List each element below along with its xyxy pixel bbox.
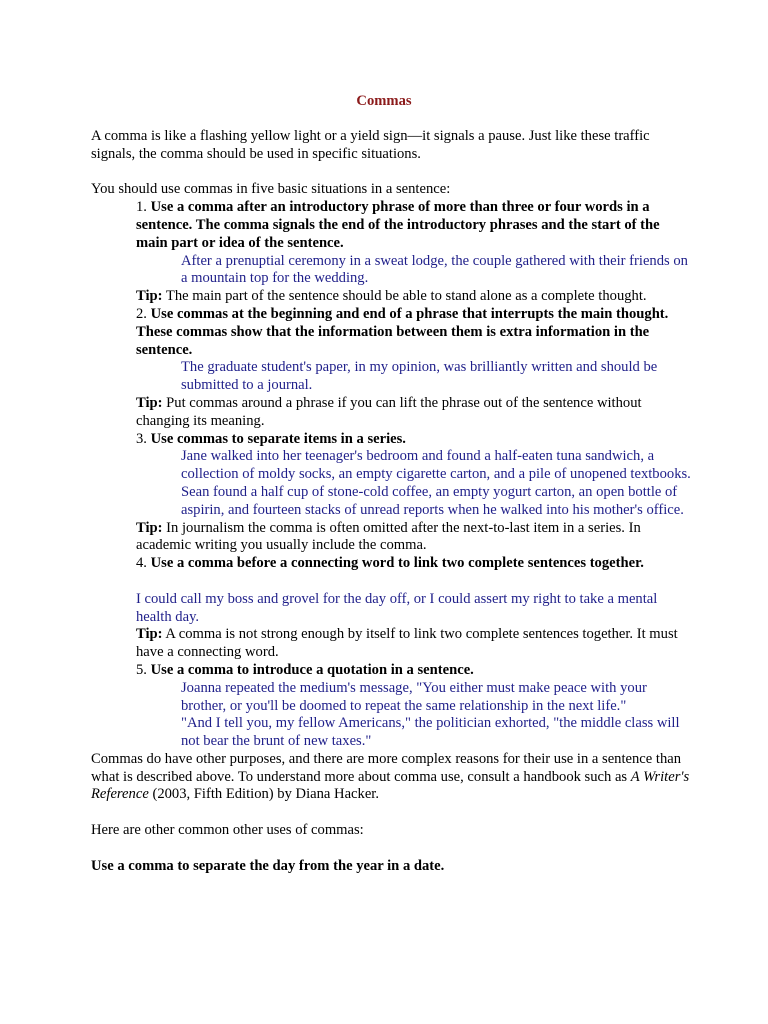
document-body [91,128,691,875]
closing-paragraph [91,751,691,804]
rule-4 [136,555,691,573]
rule-4-text: Use a comma before a connecting word to link two complete sentences together. [150,555,644,572]
rule-5-number: 5. [136,661,147,678]
rule-4-tip [136,626,691,662]
rule-2-tip [136,395,691,431]
rule-1-example: After a prenuptial ceremony in a sweat lodge, the couple gathered with their friends on a mountain top for the wedding. [181,252,688,287]
other-uses-lead: Here are other common other uses of commas: [91,822,364,839]
tip-label: Tip: [136,519,163,536]
closing-text-before: Commas do have other purposes, and there are more complex reasons for their use in a sentence than what is described above. To understand more about comma use, consult a handbook such as [91,750,682,785]
tip-label: Tip: [136,394,163,411]
tip-label: Tip: [136,288,163,305]
page-title: Commas [356,93,412,109]
rule-1-number: 1. [136,199,147,216]
rule-2-example: The graduate student's paper, in my opinion, was brilliantly written and should be submitted to a journal. [181,359,658,394]
rule-3-text: Use commas to separate items in a series. [150,430,406,447]
rule-2-number: 2. [136,305,147,322]
rule-3-tip-text: In journalism the comma is often omitted after the next-to-last item in a series. In academic writing you usually include the comma. [136,519,641,554]
rule-2-tip-text: Put commas around a phrase if you can lift the phrase out of the sentence without changing its meaning. [136,394,642,429]
rule-1 [136,199,691,252]
book-title: A Writer's Reference [91,768,690,803]
rule-1-text: Use a comma after an introductory phrase of more than three or four words in a sentence. The comma signals the end of the introductory phrases and the start of the main part or idea of the sentence. [136,199,660,251]
rule-4-number: 4. [136,555,147,572]
rule-3 [136,431,691,449]
intro-paragraph: A comma is like a flashing yellow light or a yield sign—it signals a pause. Just like these traffic signals, the comma should be used in specific situations. [91,128,650,162]
closing-text-after: (2003, Fifth Edition) by Diana Hacker. [152,786,380,803]
rule-5-example-1: Joanna repeated the medium's message, "You either must make peace with your brother, or you'll be doomed to repeat the same relationship in the next life." [181,679,647,714]
rule-3-number: 3. [136,430,147,447]
rule-3-example-1: Jane walked into her teenager's bedroom and found a half-eaten tuna sandwich, a collection of moldy socks, an empty cigarette carton, and a pile of unopened textbooks. [181,448,691,483]
rule-3-tip [136,520,691,556]
rule-2 [136,306,691,359]
rule-4-example: I could call my boss and grovel for the day off, or I could assert my right to take a mental health day. [136,590,658,625]
rule-5-example-2: "And I tell you, my fellow Americans," the politician exhorted, "the middle class will not bear the brunt of new taxes." [181,715,680,750]
tip-label: Tip: [136,626,163,643]
date-rule-text: Use a comma to separate the day from the year in a date. [91,857,445,874]
rule-5-text: Use a comma to introduce a quotation in a sentence. [150,661,474,678]
rule-1-tip-text: The main part of the sentence should be able to stand alone as a complete thought. [165,288,647,305]
lead-paragraph: You should use commas in five basic situations in a sentence: [91,181,451,198]
rule-4-tip-text: A comma is not strong enough by itself to link two complete sentences together. It must have a connecting word. [136,626,678,661]
rule-1-tip [136,288,691,306]
rule-2-text: Use commas at the beginning and end of a phrase that interrupts the main thought. These commas show that the information between them is extra information in the sentence. [136,305,669,358]
date-rule [91,858,691,876]
rule-3-example-2: Sean found a half cup of stone-cold coffee, an empty yogurt carton, an open bottle of aspirin, and fourteen stacks of unread reports when he walked into his mother's office. [181,483,684,518]
rule-5 [136,662,691,680]
